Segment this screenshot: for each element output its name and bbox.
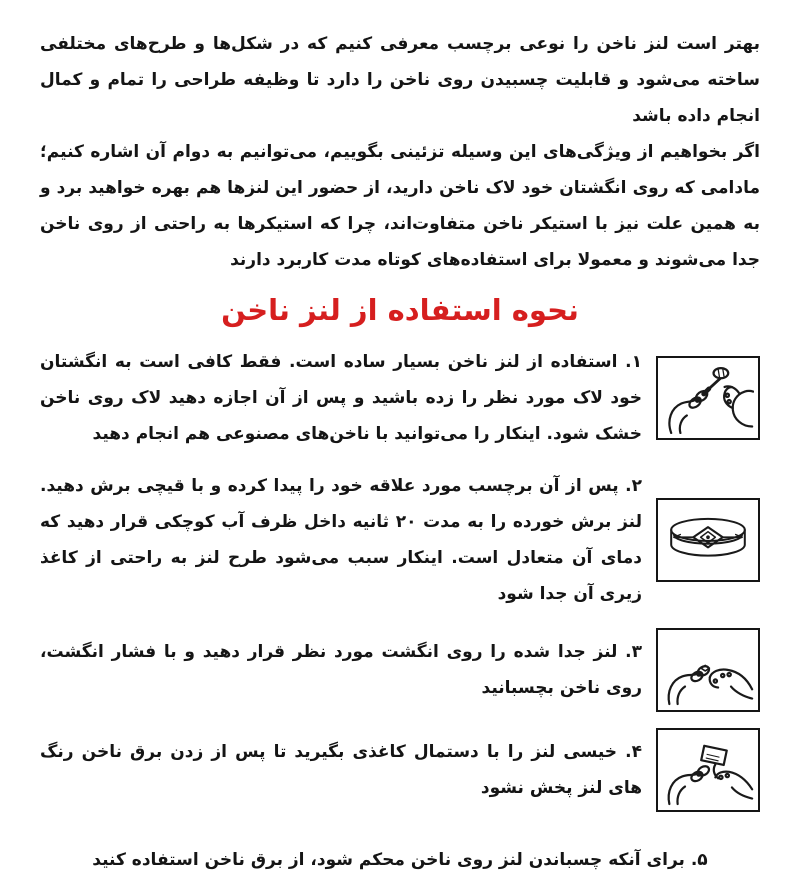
hands-pressing-lens-icon [662,634,754,706]
step4-figure-frame [656,728,760,812]
step-item-3 [40,628,760,712]
section-heading: نحوه استفاده از لنز ناخن [221,293,579,327]
hands-blotting-tissue-icon [662,734,754,806]
water-dish-with-lens-icon [662,504,754,576]
step1-figure-frame [656,356,760,440]
step-item-2 [40,468,760,612]
step3-figure-frame [656,628,760,712]
steps-list [40,344,760,812]
step-item-4 [40,728,760,812]
hands-applying-polish-icon [662,362,754,434]
step-text-3: ۳. لنز جدا شده را روی انگشت مورد نظر قرار دهید و با فشار انگشت، روی ناخن بچسبانید [40,642,642,698]
step-text-1: ۱. استفاده از لنز ناخن بسیار ساده است. فقط کافی است به انگشتان خود لاک مورد نظر را زده باشید و پس از آن اجازه دهید لاک روی ناخن خشک شود. اینکار را می‌توانید با ناخن‌های مصنوعی هم انجام دهید [40,352,642,444]
step-text-4: ۴. خیسی لنز را با دستمال کاغذی بگیرید تا پس از زدن برق ناخن رنگ های لنز پخش نشود [40,742,642,798]
step-item-1 [40,344,760,452]
step-text-2: ۲. پس از آن برچسب مورد علاقه خود را پیدا کرده و با قیچی برش دهید. لنز برش خورده را به مدت ۲۰ ثانیه داخل ظرف آب کوچکی قرار دهید که دمای آن متعادل است. اینکار سبب می‌شود طرح لنز به راحتی از کاغذ زیری آن جدا شود [40,476,642,604]
intro-paragraph-2: اگر بخواهیم از ویژگی‌های این وسیله تزئینی بگوییم، می‌توانیم به دوام آن اشاره کنیم؛ مادامی که روی انگشتان خود لاک ناخن دارید، از حضور این لنزها هم بهره خواهید برد و به همین علت نیز با استیکر ناخن متفاوت‌اند، چرا که استیکرها به راحتی از روی ناخن جدا می‌شوند و معمولا برای استفاده‌های کوتاه مدت کاربرد دارند [40,142,760,270]
intro-section [40,26,760,278]
step-text-5: ۵. برای آنکه چسباندن لنز روی ناخن محکم شود، از برق ناخن استفاده کنید [92,850,708,870]
step2-figure-frame [656,498,760,582]
intro-paragraph-1: بهتر است لنز ناخن را نوعی برچسب معرفی کنیم که در شکل‌ها و طرح‌های مختلفی ساخته می‌شود و قابلیت چسبیدن روی ناخن را دارد تا وظیفه طراحی را تمام و کمال انجام داده باشد [40,34,760,126]
